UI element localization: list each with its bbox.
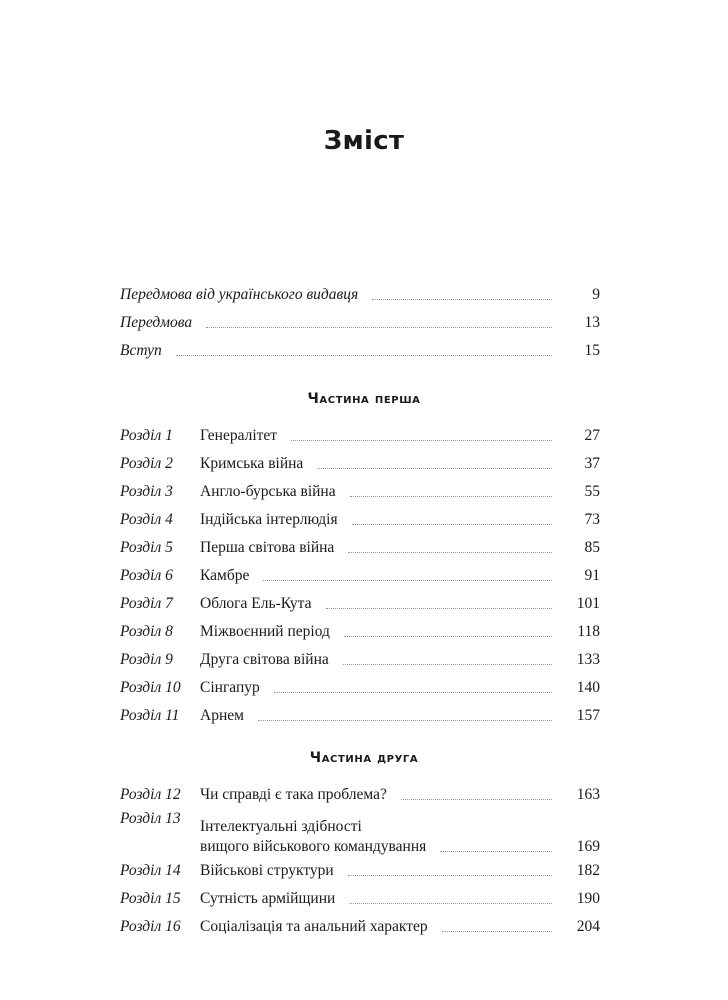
dot-leader [206, 327, 552, 328]
dot-leader [442, 931, 552, 932]
chapter-label: Розділ 5 [120, 539, 173, 556]
page-number: 169 [576, 838, 600, 855]
page-title: Зміст [323, 126, 405, 156]
dot-leader [326, 608, 553, 609]
toc-entry-chapter-4[interactable] [120, 506, 600, 530]
page-number: 13 [584, 314, 600, 331]
chapter-label: Розділ 16 [120, 918, 181, 935]
toc-entry-introduction[interactable] [120, 337, 600, 361]
toc-entry-chapter-5[interactable] [120, 534, 600, 558]
page-number: 55 [584, 483, 600, 500]
part-one-heading: Частина перша [307, 391, 421, 407]
chapter-title: Арнем [200, 707, 244, 724]
dot-leader [263, 580, 552, 581]
page-number: 157 [576, 707, 600, 724]
toc-entry-chapter-6[interactable] [120, 562, 600, 586]
toc-entry-chapter-1[interactable] [120, 422, 600, 446]
dot-leader [440, 851, 552, 852]
toc-entry-foreword[interactable] [120, 309, 600, 333]
toc-entry-chapter-16[interactable] [120, 913, 600, 937]
chapter-title: Міжвоєнний період [200, 623, 330, 640]
dot-leader [401, 799, 552, 800]
page-number: 182 [576, 862, 600, 879]
page-number: 37 [584, 455, 600, 472]
chapter-label: Розділ 12 [120, 786, 181, 803]
chapter-label: Розділ 10 [120, 679, 181, 696]
entry-title: Передмова [120, 314, 193, 331]
chapter-title: Військові структури [200, 862, 334, 879]
dot-leader [274, 692, 552, 693]
dot-leader [348, 552, 552, 553]
page-number: 204 [576, 918, 600, 935]
chapter-label: Розділ 7 [120, 595, 173, 612]
toc-entry-chapter-2[interactable] [120, 450, 600, 474]
toc-entry-chapter-12[interactable] [120, 781, 600, 805]
toc-entry-chapter-11[interactable] [120, 702, 600, 726]
chapter-title [200, 817, 426, 857]
page-number: 73 [584, 511, 600, 528]
chapter-label: Розділ 1 [120, 427, 173, 444]
chapter-label: Розділ 9 [120, 651, 173, 668]
toc-entry-chapter-7[interactable] [120, 590, 600, 614]
chapter-label: Розділ 2 [120, 455, 173, 472]
part-two-heading: Частина друга [309, 750, 419, 766]
toc-entry-chapter-14[interactable] [120, 857, 600, 881]
chapter-title: Індійська інтерлюдія [200, 511, 338, 528]
chapter-label: Розділ 13 [120, 810, 181, 827]
dot-leader [348, 875, 552, 876]
dot-leader [372, 299, 552, 300]
page-number: 190 [576, 890, 600, 907]
dot-leader [343, 664, 552, 665]
toc-entry-publisher-foreword[interactable] [120, 281, 600, 305]
chapter-label: Розділ 14 [120, 862, 181, 879]
chapter-title: Камбре [200, 567, 250, 584]
page-number: 9 [592, 286, 600, 303]
toc-entry-chapter-9[interactable] [120, 646, 600, 670]
dot-leader [344, 636, 552, 637]
dot-leader [352, 524, 552, 525]
chapter-title-line-1: Інтелектуальні здібності [200, 818, 362, 835]
page-number: 91 [584, 567, 600, 584]
page-number: 85 [584, 539, 600, 556]
page-number: 15 [584, 342, 600, 359]
chapter-label: Розділ 15 [120, 890, 181, 907]
chapter-title: Кримська війна [200, 455, 304, 472]
page-number: 133 [576, 651, 600, 668]
chapter-title-line-2: вищого військового командування [200, 838, 427, 855]
chapter-label: Розділ 6 [120, 567, 173, 584]
chapter-label: Розділ 3 [120, 483, 173, 500]
toc-entry-chapter-10[interactable] [120, 674, 600, 698]
chapter-label: Розділ 4 [120, 511, 173, 528]
chapter-label: Розділ 11 [120, 707, 180, 724]
toc-entry-chapter-3[interactable] [120, 478, 600, 502]
toc-entry-chapter-15[interactable] [120, 885, 600, 909]
dot-leader [258, 720, 552, 721]
chapter-title: Облога Ель-Кута [200, 595, 312, 612]
toc-entry-chapter-13[interactable] [120, 809, 600, 857]
entry-title: Вступ [120, 342, 162, 359]
chapter-title: Друга світова війна [200, 651, 329, 668]
chapter-title: Перша світова війна [200, 539, 335, 556]
page-number: 101 [576, 595, 600, 612]
chapter-title: Генералітет [200, 427, 278, 444]
dot-leader [349, 903, 552, 904]
entry-title: Передмова від українського видавця [120, 286, 359, 303]
dot-leader [317, 468, 552, 469]
page-number: 163 [576, 786, 600, 803]
chapter-title: Чи справді є така проблема? [200, 786, 387, 803]
dot-leader [350, 496, 552, 497]
page-number: 140 [576, 679, 600, 696]
chapter-title: Сінгапур [200, 679, 260, 696]
page-number: 27 [584, 427, 600, 444]
chapter-title: Соціалізація та анальний характер [200, 918, 428, 935]
page-number: 118 [577, 623, 600, 640]
chapter-title: Сутність армійщини [200, 890, 336, 907]
toc-entry-chapter-8[interactable] [120, 618, 600, 642]
chapter-title: Англо-бурська війна [200, 483, 336, 500]
dot-leader [176, 355, 552, 356]
chapter-label: Розділ 8 [120, 623, 173, 640]
dot-leader [291, 440, 552, 441]
